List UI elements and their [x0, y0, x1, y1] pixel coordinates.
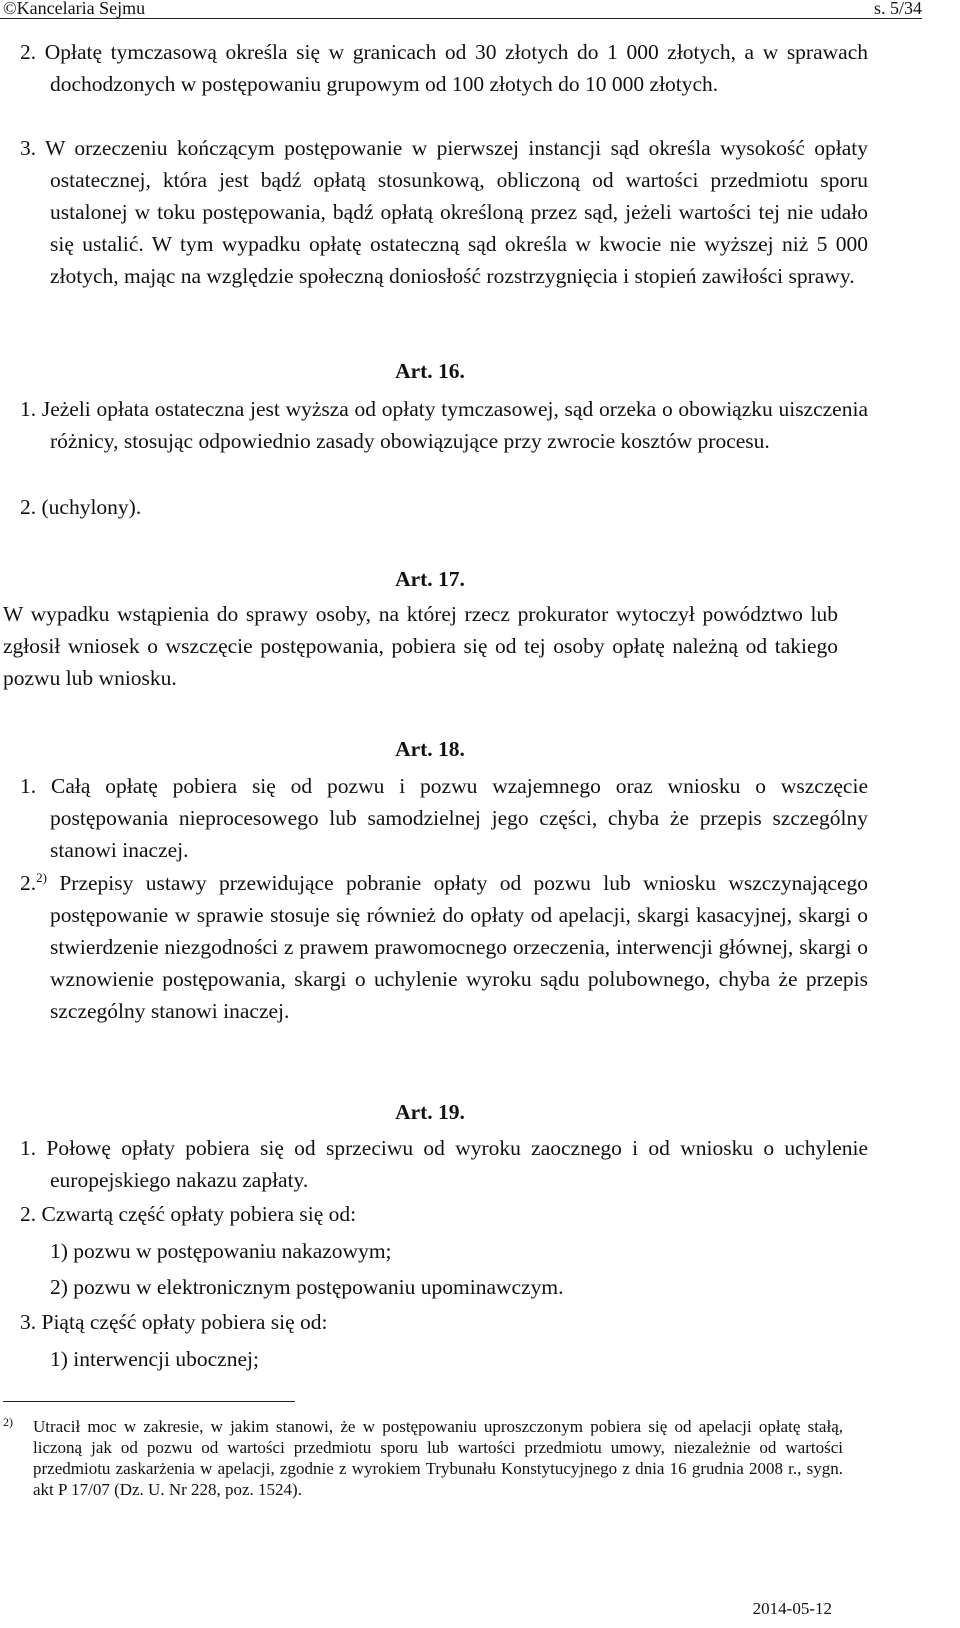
- copyright-label: ©Kancelaria Sejmu: [3, 0, 146, 18]
- list-item: 1) pozwu w postępowaniu nakazowym;: [50, 1239, 392, 1263]
- art15-paragraph-2: 2. Opłatę tymczasową określa się w granicach od 30 złotych do 1 000 złotych, a w sprawach dochodzonych w postępowaniu grupowym od 100 złotych do 10 000 złotych.: [20, 40, 868, 96]
- list-item: 2) pozwu w elektronicznym postępowaniu upominawczym.: [50, 1275, 564, 1299]
- footnote-mark: 2): [3, 1415, 13, 1429]
- art16-paragraph-2: 2. (uchylony).: [20, 495, 142, 519]
- art18-paragraph-2: [20, 867, 868, 1027]
- art18-p2-number: 2.: [20, 871, 37, 895]
- art17-title: Art. 17.: [395, 567, 465, 591]
- art18-paragraph-1: 1. Całą opłatę pobiera się od pozwu i pozwu wzajemnego oraz wniosku o wszczęcie postępowania nieprocesowego lub samodzielnej jego części, chyba że przepis szczególny stanowi inaczej.: [20, 774, 868, 862]
- art19-paragraph-2: 2. Czwartą część opłaty pobiera się od:: [20, 1202, 357, 1226]
- document-date: 2014-05-12: [752, 1599, 832, 1618]
- footnote: [3, 1416, 843, 1500]
- art19-title: Art. 19.: [395, 1100, 465, 1124]
- art16-paragraph-1: 1. Jeżeli opłata ostateczna jest wyższa od opłaty tymczasowej, sąd orzeka o obowiązku uiszczenia różnicy, stosując odpowiednio zasady obowiązujące przy zwrocie kosztów procesu.: [20, 397, 868, 453]
- footnote-text: Utracił moc w zakresie, w jakim stanowi, że w postępowaniu uproszczonym pobiera się od apelacji opłatę stałą, liczoną jak od pozwu od wartości przedmiotu sporu lub wartości przedmiotu umowy, niezależnie od wartości przedmiotu zaskarżenia w apelacji, zgodnie z wyrokiem Trybunału Konstytucyjnego z dnia 16 grudnia 2008 r., sygn. akt P 17/07 (Dz. U. Nr 228, poz. 1524).: [33, 1417, 843, 1499]
- art18-title: Art. 18.: [395, 737, 465, 761]
- page-number: s. 5/34: [873, 0, 922, 18]
- header-divider: [0, 18, 922, 19]
- art19-paragraph-3: 3. Piątą część opłaty pobiera się od:: [20, 1310, 328, 1334]
- art17-text: W wypadku wstąpienia do sprawy osoby, na której rzecz prokurator wytoczył powództwo lub zgłosił wniosek o wszczęcie postępowania, pobiera się od tej osoby opłatę należną od takiego pozwu lub wniosku.: [3, 602, 838, 690]
- art15-paragraph-3: 3. W orzeczeniu kończącym postępowanie w pierwszej instancji sąd określa wysokość opłaty ostatecznej, która jest bądź opłatą stosunkową, obliczoną od wartości przedmiotu sporu ustalonej w toku postępowania, bądź opłatą określoną przez sąd, jeżeli wartości tej nie udało się ustalić. W tym wypadku opłatę ostateczną sąd określa w kwocie nie wyższej niż 5 000 złotych, mając na względzie społeczną doniosłość rozstrzygnięcia i stopień zawiłości sprawy.: [20, 136, 868, 288]
- art18-p2-text: Przepisy ustawy przewidujące pobranie opłaty od pozwu lub wniosku wszczynającego postępowanie w sprawie stosuje się również do opłaty od apelacji, skargi kasacyjnej, skargi o stwierdzenie niezgodności z prawem prawomocnego orzeczenia, interwencji głównej, skargi o wznowienie postępowania, skargi o uchylenie wyroku sądu polubownego, chyba że przepis szczególny stanowi inaczej.: [46, 871, 868, 1023]
- footnote-ref: 2): [36, 869, 47, 885]
- footnote-divider: [3, 1401, 295, 1402]
- list-item: 1) interwencji ubocznej;: [50, 1347, 259, 1371]
- page-header: [0, 0, 960, 20]
- art19-paragraph-1: 1. Połowę opłaty pobiera się od sprzeciwu od wyroku zaocznego i od wniosku o uchylenie europejskiego nakazu zapłaty.: [20, 1136, 868, 1192]
- art16-title: Art. 16.: [395, 359, 465, 383]
